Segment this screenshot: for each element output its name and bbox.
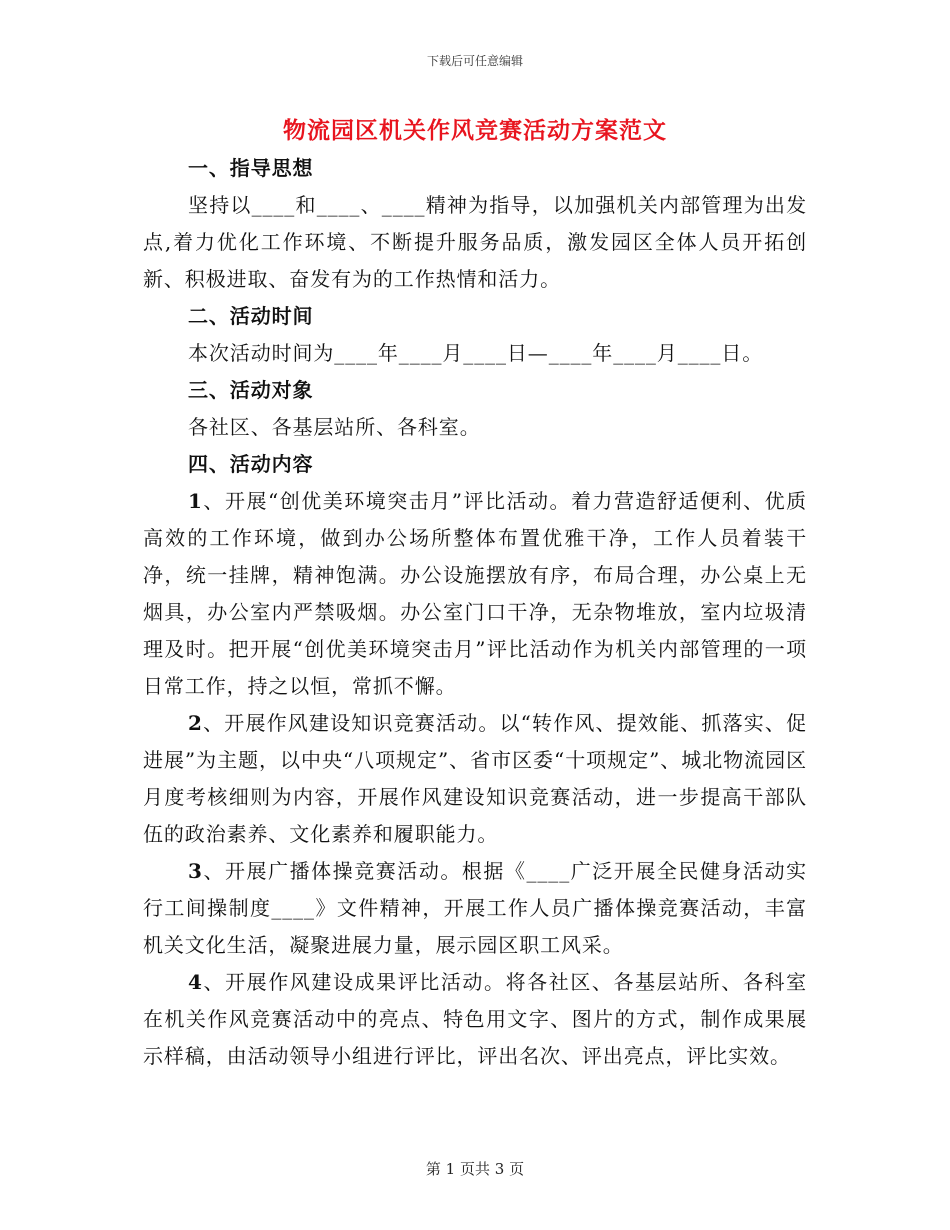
content-item-2	[143, 705, 807, 853]
document-title: 物流园区机关作风竞赛活动方案范文	[283, 117, 667, 144]
document-body	[143, 150, 807, 1075]
content-item-number: 1	[188, 489, 203, 513]
content-item-1	[143, 483, 807, 705]
page-header-note: 下载后可任意编辑	[426, 54, 523, 68]
content-item-3	[143, 853, 807, 964]
content-item-number: 4	[188, 970, 203, 994]
content-item-text: 、开展“创优美环境突击月”评比活动。着力营造舒适便利、优质高效的工作环境，做到办公场所整体布置优雅干净，工作人员着装干净，统一挂牌，精神饱满。办公设施摆放有序，布局合理，办公桌上无烟具，办公室内严禁吸烟。办公室门口干净，无杂物堆放，室内垃圾清理及时。把开展“创优美环境突击月”评比活动作为机关内部管理的一项日常工作，持之以恒，常抓不懈。	[143, 489, 807, 698]
content-item-number: 3	[188, 859, 203, 883]
content-item-4	[143, 964, 807, 1075]
section-paragraph-guiding-ideology: 坚持以____和____、____精神为指导，以加强机关内部管理为出发点,着力优化工作环境、不断提升服务品质，激发园区全体人员开拓创新、积极进取、奋发有为的工作热情和活力。	[143, 193, 807, 291]
section-heading-activity-target: 三、活动对象	[188, 378, 314, 402]
content-item-text: 、开展作风建设成果评比活动。将各社区、各基层站所、各科室在机关作风竞赛活动中的亮点、特色用文字、图片的方式，制作成果展示样稿，由活动领导小组进行评比，评出名次、评出亮点，评比实效。	[143, 970, 807, 1068]
section-heading-guiding-ideology: 一、指导思想	[188, 156, 314, 180]
content-item-text: 、开展作风建设知识竞赛活动。以“转作风、提效能、抓落实、促进展”为主题，以中央“八项规定”、省市区委“十项规定”、城北物流园区月度考核细则为内容，开展作风建设知识竞赛活动，进一步提高干部队伍的政治素养、文化素养和履职能力。	[143, 711, 807, 846]
section-paragraph-activity-time: 本次活动时间为____年____月____日—____年____月____日。	[188, 341, 764, 365]
section-heading-activity-content: 四、活动内容	[188, 452, 314, 476]
section-paragraph-activity-target: 各社区、各基层站所、各科室。	[188, 415, 481, 439]
content-item-text: 、开展广播体操竞赛活动。根据《____广泛开展全民健身活动实行工间操制度____》文件精神，开展工作人员广播体操竞赛活动，丰富机关文化生活，凝聚进展力量，展示园区职工风采。	[143, 859, 807, 957]
page-indicator: 第 1 页共 3 页	[425, 1160, 525, 1178]
content-item-number: 2	[188, 711, 203, 735]
section-heading-activity-time: 二、活动时间	[188, 304, 314, 328]
